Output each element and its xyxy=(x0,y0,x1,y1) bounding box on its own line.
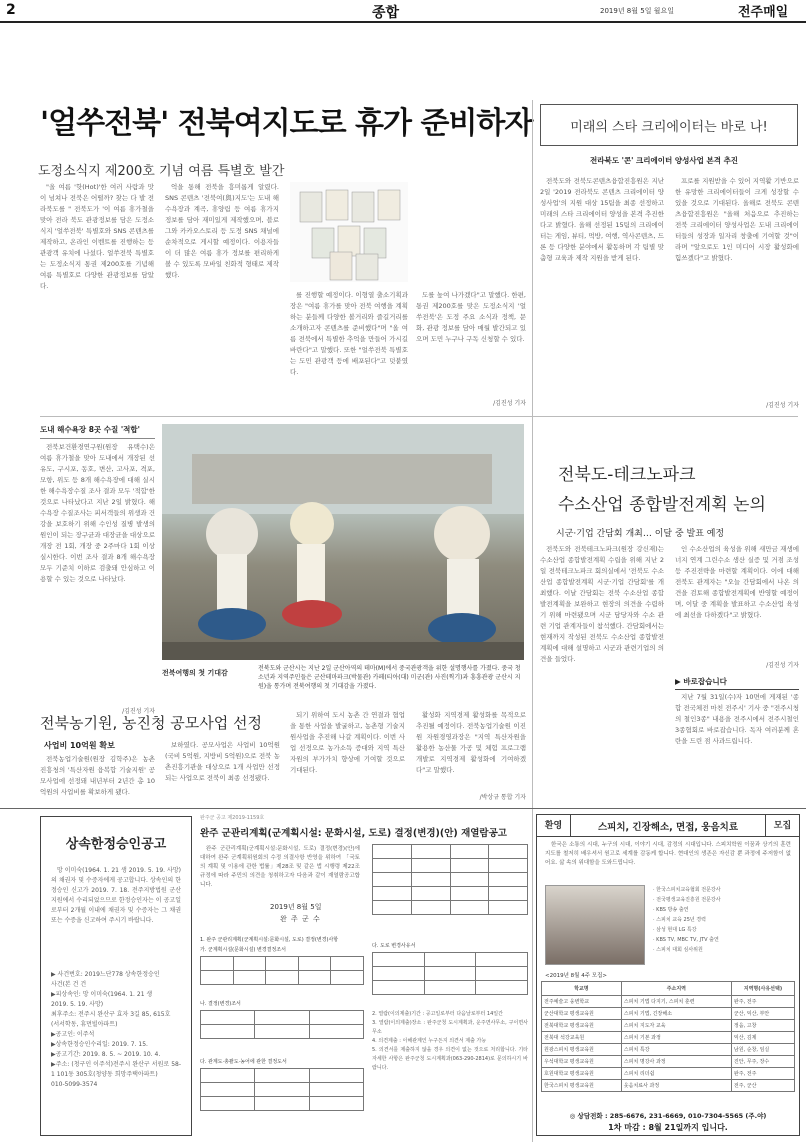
notice1-details xyxy=(41,966,191,1094)
article5-subtitle: 사업비 10억원 확보 xyxy=(44,741,115,750)
notice2-section1: 1. 완주 군관리계획(군계획시설:문화시설, 도로) 결정(변경)사항 xyxy=(200,937,339,943)
profile-line: · 삼성 현대 LG 특강 xyxy=(653,927,697,933)
schedule-cell: 스피치 지도자 교육 xyxy=(621,1020,731,1032)
article2-header: 미래의 스타 크리에이터는 바로 나! xyxy=(540,104,798,146)
recruit-deadline: 1차 마감 : 8월 21일까지 입니다. xyxy=(608,1123,728,1132)
ads-rule xyxy=(0,808,806,809)
profile-line: · KBS TV, MBC TV, JTV 출연 xyxy=(653,937,719,943)
profile-line: · 스피치 대회 심사위원 xyxy=(653,947,703,953)
notice2-section-last: 다. 관계도·총괄도·농어에 관한 결정도서 xyxy=(200,1059,287,1065)
notice2-section1a: 가. 군계획시설(문화시설) 변경결정조서 xyxy=(200,947,286,953)
notice1-line: (서서학동, 휴먼빌아파트) xyxy=(51,1021,118,1028)
schedule-row xyxy=(542,1008,795,1020)
article4-title-line1: 전북도-테크노파크 xyxy=(558,465,696,485)
article4-col2: 인 수소산업의 육성을 위해 새만금 재생에너지 연계 그린수소 생산 실증 및 거점 조성 등 주진전략을 마련할 계획이다. 이에 대해 전북도 관계자는 "오늘 간담회에서 나온 의견을 검토해 종합발전계획에 반영할 예정이며, 이달 중 계획을 발표하고 수소산업 육성에 최선을 다하겠다"고 밝혔다. xyxy=(675,545,799,619)
recruit-profile-area xyxy=(537,885,799,969)
article3-byline: /김진성 기자 xyxy=(122,708,155,715)
schedule-cell: 군산대학교 평생교육원 xyxy=(542,1008,622,1020)
schedule-header: 학교명 xyxy=(542,982,622,996)
schedule-cell: 원광스피치 평생교육원 xyxy=(542,1044,622,1056)
notice1-intro: 망 이미숙(1964. 1. 21 생 2019. 5. 19. 사망)의 채권자 및 수증자에게 공고합니다. 상속인의 한정승인 신고가 2019. 7. 18. 전주지방법원 군산지원에서 수리되었으므로 한정승인자는 이 공고일로부터 2개월 이내에 채권자 및 수증자는 그 채권 또는 수증을 신고하여 주시기 바랍니다. xyxy=(51,867,181,924)
recruit-title: 스피치, 긴장해소, 면접, 웅음치료 xyxy=(597,821,739,833)
schedule-table xyxy=(541,981,795,1092)
article1-col2: 억을 통해 전북을 흥미롭게 알렸다. SNS 콘텐츠 '전북여(與)지도'는 도내 해수욕장과 계곡, 휴양림 등 여름 휴가지 정보를 담아 재미있게 제작했으며, 블로그와 카카오스토리 등 도정 SNS 채널에 순차적으로 게시할 예정이다. 이용자들이 더 많은 여름 휴가 정보를 편리하게 볼 수 있도록 모바일 친화적 형태로 제작했다. xyxy=(165,183,279,279)
schedule-row xyxy=(542,1068,795,1080)
profile-line: · KBS 방송 출연 xyxy=(653,907,689,913)
notice2-table-left xyxy=(200,956,364,985)
schedule-cell: 스피치 특강 xyxy=(621,1044,731,1056)
notice-wanju-box xyxy=(200,814,530,1136)
issue-date: 2019년 8월 5일 월요일 xyxy=(600,7,674,15)
article5-title: 전북농기원, 농진청 공모사업 선정 xyxy=(40,714,262,732)
notice1-line: ▶ 사건번호: 2019느단778 상속한정승인 xyxy=(51,971,160,978)
notice2-section-right: 다. 도로 변경사유서 xyxy=(372,943,416,949)
newspaper-brand: 전주매일 xyxy=(738,5,789,20)
schedule-cell: 전북대학교 평생교육원 xyxy=(542,1020,622,1032)
recruit-intro: 한국은 소통의 시대, 누구의 시대, 이야기 시대, 감정의 시대입니다. 스피치학원 이꿈과 상기의 훈련지도를 철저히 배우셔서 원고로 세계를 감동케 합니다. 현대인의 생존은 자신감 뿐 과정에 주저함이 없어요. 삶 속의 위대함을 도와드립니다. xyxy=(545,842,791,866)
recruit-footer xyxy=(537,1111,799,1133)
article5-col1: 전북농업기술원(원장 김학주)은 농촌진흥청의 '특산자원 융복합 기술지원' 공모사업에 선정돼 내년부터 2년간 총 10억원의 사업비를 확보하게 됐다. xyxy=(40,755,155,796)
notice2-date: 2019년 8월 5일 xyxy=(270,903,322,911)
notice1-line: ▶상속한정승인수리일: 2019. 7. 15. xyxy=(51,1041,148,1048)
section-rule xyxy=(40,416,798,417)
schedule-cell: 우석대학교 평생교육원 xyxy=(542,1056,622,1068)
article2-col1: 전북도와 전북도콘텐츠융합진흥원은 지난 2일 '2019 전라북도 콘텐츠 크리에이터 양성사업'의 지원 대상 15팀을 최종 선정하고 미래의 스타 크리에이터 양성을 본격 추진한다고 밝혔다. 올해 선정된 15팀의 크리에이터는 게임, 뷰티, 먹방, 여행, 역사콘텐츠, 드론 등 다양한 분야에서 활동하며 각 팀별 맞춤형 교육과 제작 지원을 받게 된다. xyxy=(540,177,664,262)
schedule-header: 지역명(사유선택) xyxy=(731,982,794,996)
article5-col4: 활성화 지역경제 활성화를 목적으로 추진될 예정이다. 전북농업기술원 이진원 자원경영과장은 "지역 특산자원을 활용한 농산물 가공 및 체험 프로그램 개발로 지역경제 활성화에 기여하겠다"고 말했다. xyxy=(416,711,526,774)
schedule-cell: 완주, 전주 xyxy=(731,996,794,1008)
recruit-profile xyxy=(645,885,791,969)
schedule-cell: 스피치 리더쉽 xyxy=(621,1068,731,1080)
article5-byline: /박상규 통합 기자 xyxy=(479,794,526,801)
schedule-cell: 정읍, 고창 xyxy=(731,1020,794,1032)
article1-col3: 를 진행할 예정이다. 이형열 출소기획과장은 "여름 휴가를 맞아 전북 여행을 계획하는 분들께 다양한 볼거리와 즐길거리를 소개하고자 콘텐츠를 준비했다"며 "올 여름 전북에서 특별한 추억을 만들어 가시길 바란다"고 말했다. 또한 "얼쑤전북 특별호는 도민 관광객 등에 배포된다"고 덧붙였다. xyxy=(290,291,408,376)
column-divider xyxy=(532,100,533,1142)
notice2-body: 완주 군관리계획(군계획시설:문화시설, 도로) 결정(변경)(안)에 대하여 완주 군계획위원회의 수정 의결사항 반영을 위하여 「국토의 계획 및 이용에 관한 법률」제28조 및 같은 법 시행령 제22조 규정에 따라 주민의 의견을 청취하고자 다음과 같이 재열람공고합니다. xyxy=(200,846,360,888)
schedule-title: <2019년 8월 4주 모집> xyxy=(545,973,608,979)
schedule-cell: 전주예술고 웅변학교 xyxy=(542,996,622,1008)
schedule-cell: 웃음치료사 과정 xyxy=(621,1080,731,1092)
section-title: 종합 xyxy=(372,5,400,21)
notice1-line: 010-5099-3574 xyxy=(51,1081,98,1088)
schedule-row xyxy=(542,996,795,1008)
notice1-line: ▶공고인: 이주석 xyxy=(51,1031,95,1038)
profile-line: · 한국스피치교육협회 전문강사 xyxy=(653,887,721,893)
schedule-cell: 익산, 김제 xyxy=(731,1032,794,1044)
article2-subtitle: 전라북도 '콘' 크리에이터 양성사업 본격 추진 xyxy=(590,156,739,165)
schedule-cell: 전주, 군산 xyxy=(731,1080,794,1092)
notice2-item: 5. 의견서를 제출하지 않을 경우 의견이 없는 것으로 처리합니다. 기타 자세한 사항은 완주군청 도시계획과(063-290-2814)로 문의하시기 바랍니다. xyxy=(372,1047,528,1071)
schedule-row xyxy=(542,1020,795,1032)
notice2-section-b: 나. 결정(변경)조서 xyxy=(200,1001,241,1007)
schedule-cell: 스피치 기법, 긴장해소 xyxy=(621,1008,731,1020)
schedule-cell: 군산, 익산, 부안 xyxy=(731,1008,794,1020)
correction-title: ▶ 바로잡습니다 xyxy=(675,676,799,690)
instructor-photo xyxy=(545,885,645,965)
notice1-line: ▶공고기간: 2019. 8. 5. ~ 2019. 10. 4. xyxy=(51,1051,161,1058)
article1-byline: /김진성 기자 xyxy=(493,400,526,407)
notice1-line: ▶주소: (청구인 이주석)전주시 완산구 서원로 58-1 101동 305호(청양동 희망주택아파트) xyxy=(51,1061,181,1078)
recruit-badge: 모집 xyxy=(765,815,799,837)
notice1-line: 사건(본 건 건 xyxy=(51,981,87,988)
schedule-cell: 완주, 전주 xyxy=(731,1068,794,1080)
notice2-table-mid xyxy=(200,1010,364,1039)
article1-title: '얼쑤전북' 전북여지도로 휴가 준비하자 xyxy=(40,106,533,141)
schedule-header: 주소지역 xyxy=(621,982,731,996)
article4-subtitle: 시군·기업 간담회 개최… 이달 중 발표 예정 xyxy=(556,529,725,539)
article3-title: 도내 해수욕장 8곳 수질 '적합' xyxy=(40,424,155,439)
photo-caption-text: 전북도와 군산시는 지난 2일 군산아역의 테마(M)에서 중국관광객을 위한 설명행사를 가졌다. 중국 청소년과 지역주민들은 군산테마파크(박물관) 카페(티아(대) 미군(관) 사진(찍기)과 흥흥관광 군산시 지원)을 통가며 전북여행의 첫 기대감을 가졌다. xyxy=(258,665,521,690)
notice2-issuer: 완 주 군 수 xyxy=(280,915,321,923)
page-number: 2 xyxy=(6,2,16,18)
schedule-row xyxy=(542,1056,795,1068)
notice2-table-right2 xyxy=(372,952,528,995)
recruit-contact: ◎ 상담전화 : 285-6676, 231-6669, 010-7304-5565 (주.야) xyxy=(569,1112,767,1120)
schedule-cell: 전북대 석강교육원 xyxy=(542,1032,622,1044)
article4-col1: 전북도와 전북테크노파크(원장 강신재)는 수소산업 종합발전계획 수립을 위해 지난 2일 전북테크노파크 회의실에서 '전북도 수소산업 종합발전계획 시군·기업 간담회'를 개최했다. 이날 간담회는 전북 수소산업 종합발전계획을 보완하고 현장의 의견을 수렴하기 위해 마련됐으며 시군 담당자와 수소 관련 기업 관계자들이 참석했다. 간담회에서는 현재까지 작성된 전북도 수소산업 종합발전계획에 대해 설명하고 시군과 관련기업의 의견을 들었다. xyxy=(540,545,664,663)
notice2-number: 완주군 공고 제2019-1159호 xyxy=(200,815,265,821)
notice2-title: 완주 군관리계획(군계획시설: 문화시설, 도로) 결정(변경)(안) 재열람공고 xyxy=(200,828,507,839)
notice2-item: 4. 의견제출 : 이해관계인 누구든지 의견서 제출 가능 xyxy=(372,1038,487,1044)
schedule-cell: 스피치 기본 과정 xyxy=(621,1032,731,1044)
notice2-table-bottom xyxy=(200,1068,364,1111)
publication-covers-image xyxy=(290,182,408,282)
recruit-label: 환영 xyxy=(537,815,571,837)
schedule-cell: 진안, 무주, 장수 xyxy=(731,1056,794,1068)
schedule-row xyxy=(542,1080,795,1092)
schedule-cell: 한국스피치 평생교육원 xyxy=(542,1080,622,1092)
schedule-cell: 스피치 기법 다지기, 스피치 훈련 xyxy=(621,996,731,1008)
notice1-line: 2019. 5. 19. 사망) xyxy=(51,1001,104,1008)
recruit-ad-box xyxy=(536,814,800,1136)
schedule-cell: 남원, 순창, 임실 xyxy=(731,1044,794,1056)
notice2-item: 2. 열람(이의제출)기간 : 공고일로부터 다음날로부터 14일간 xyxy=(372,1011,503,1017)
header-rule xyxy=(0,21,806,23)
article5-col3: 되기 위하여 도시 농촌 간 연결과 협업을 통한 사업을 발굴하고, 농촌형 기술지원사업을 추진해 나갈 계획이다. 이번 사업 선정으로 농가소득 증대와 지역 특산자원의 부가가치 향상에 기여할 것으로 기대된다. xyxy=(290,711,405,774)
schedule-row xyxy=(542,1032,795,1044)
article5-col2: 보하였다. 공모사업은 사업비 10억원(국비 5억원, 지방비 5억원)으로 전북 농촌진흥기관을 대상으로 1개 사업만 선정되는 사업으로 전북이 최종 선정됐다. xyxy=(165,741,280,782)
notice2-items xyxy=(372,1010,528,1073)
article1-col1: "올 여름 '핫(Hot)'한 여러 사람과 맛 이 넘쳐나 전북은 어떨까? 찾는 다 발 전라북도를 " 전북도가 '이 여름 휴가철을 맞아 전라 북도 관광정보를 담은 도정소식지 '얼쑤전북' 특별호와 SNS 콘텐츠를 제작하고, 온라인 이벤트를 진행하는 등 관광객 유치에 나섰다. 얼쑤전북 특별호는 도정소식지 통권 제200호를 기념해 여름 특별호로 다양한 관광정보를 담았다. xyxy=(40,183,154,290)
correction-text: 지난 7월 31일(수)자 10면에 게재된 '종합 전국체전 마친 전주시' 기사 중 "전주시청의 철인3종" 내용을 전주시에서 전주시철인3종협회로 바로잡습니다. 독자 여러분께 혼란을 드린 점 사과드립니다. xyxy=(675,693,799,745)
article4-byline: /김진성 기자 xyxy=(766,662,799,669)
article1-subtitle: 도정소식지 제200호 기념 여름 특별호 발간 xyxy=(38,164,285,179)
article1-col4: 도를 높여 나가겠다"고 말했다. 한편, 통권 제200호를 맞은 도정소식지 '얼쑤전북'은 도정 주요 소식과 정책, 문화, 관광 정보를 담아 매월 발간되고 있으며 도민 누구나 구독 신청할 수 있다. xyxy=(416,291,526,343)
notice1-line: 최후주소: 전주시 완산구 효자 3길 85, 615호 xyxy=(51,1011,171,1018)
article2-byline: /김진성 기자 xyxy=(766,402,799,409)
profile-line: · 스피치 교육 25년 경력 xyxy=(653,917,706,923)
schedule-row xyxy=(542,1044,795,1056)
photo-caption-title: 전북여행의 첫 기대감 xyxy=(162,669,228,677)
schedule-header-row xyxy=(542,982,795,996)
notice1-line: ▶피상속인: 망 이미숙(1964. 1. 21 생 xyxy=(51,991,153,998)
schedule-cell: 호원대학교 평생교육원 xyxy=(542,1068,622,1080)
schedule-cell: 스피치 명강사 과정 xyxy=(621,1056,731,1068)
recruit-header xyxy=(537,815,799,837)
festival-photo xyxy=(162,424,524,660)
profile-line: · 전국평생교육진흥원 전문강사 xyxy=(653,897,721,903)
notice2-table-right xyxy=(372,844,528,915)
notice2-item: 3. 열람(이의제출)장소 : 완주군청 도시계획과, 운주면사무소, 구이면사무소 xyxy=(372,1020,528,1035)
drum-performers-icon xyxy=(162,424,524,660)
article3-body: 전북보건환경연구원(원장 유택수)은 여름 휴가철을 맞아 도내에서 개장된 선유도, 구시포, 동호, 변산, 고사포, 격포, 모항, 위도 등 8개 해수욕장에 대해 실시한 해수욕장수질 조사 결과 모두 '적합'한 것으로 나타났다고 지난 2일 밝혔다. 해수욕장 수질조사는 피서객들의 위생과 건강을 보호하기 위해 수인성 질병 발생의 원인이 되는 장구균과 대장균을 대상으로 개장 전 1회, 개장 중 2주마다 1회 이상 실시한다. 이번 조사 결과 8개 해수욕장 모두 기준치 이하로 검출돼 안심하고 이용할 수 있는 것으로 나타났다. xyxy=(40,443,155,583)
article2-col2: 프로를 지원받을 수 있어 지역활 기반으로 한 유망한 크리에이터들이 크게 성장할 수 있을 것으로 기대된다. 올해로 전북도 콘텐츠융합진흥원은 "올해 처음으로 추진하는 전북 크리에이터 양성사업은 도내 크리에이터들의 성장과 일자리 창출에 기여할 것"이라며 "앞으로도 1인 미디어 시장 활성화에 힘쓰겠다"고 밝혔다. xyxy=(675,177,799,262)
booklet-stack-icon xyxy=(290,182,408,282)
article4-title-line2: 수소산업 종합발전계획 논의 xyxy=(558,495,766,515)
notice1-title: 상속한정승인공고 xyxy=(65,837,167,852)
notice-inheritance-box xyxy=(40,816,192,1136)
